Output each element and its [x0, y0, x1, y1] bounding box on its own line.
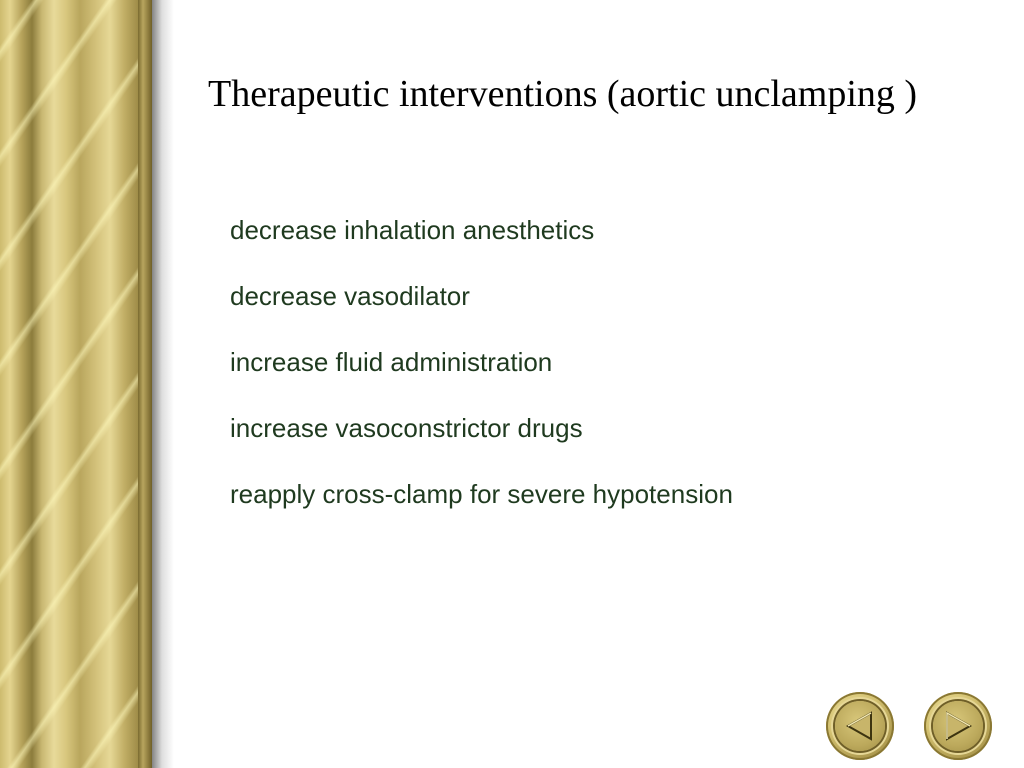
- triangle-left-icon: [835, 701, 885, 751]
- previous-slide-button[interactable]: [826, 692, 894, 760]
- bullet-item: increase fluid administration: [230, 347, 553, 377]
- column-shadow: [152, 0, 174, 768]
- bullet-list: [230, 208, 733, 538]
- bullet-item: decrease vasodilator: [230, 281, 470, 311]
- bullet-item: increase vasoconstrictor drugs: [230, 413, 583, 443]
- slide-title: Therapeutic interventions (aortic unclamping ): [208, 73, 918, 115]
- triangle-right-icon: [933, 701, 983, 751]
- decorative-gold-column: [0, 0, 138, 768]
- bullet-item: decrease inhalation anesthetics: [230, 215, 595, 245]
- bullet-item: reapply cross-clamp for severe hypotension: [230, 479, 733, 509]
- next-slide-button[interactable]: [924, 692, 992, 760]
- column-rim: [138, 0, 152, 768]
